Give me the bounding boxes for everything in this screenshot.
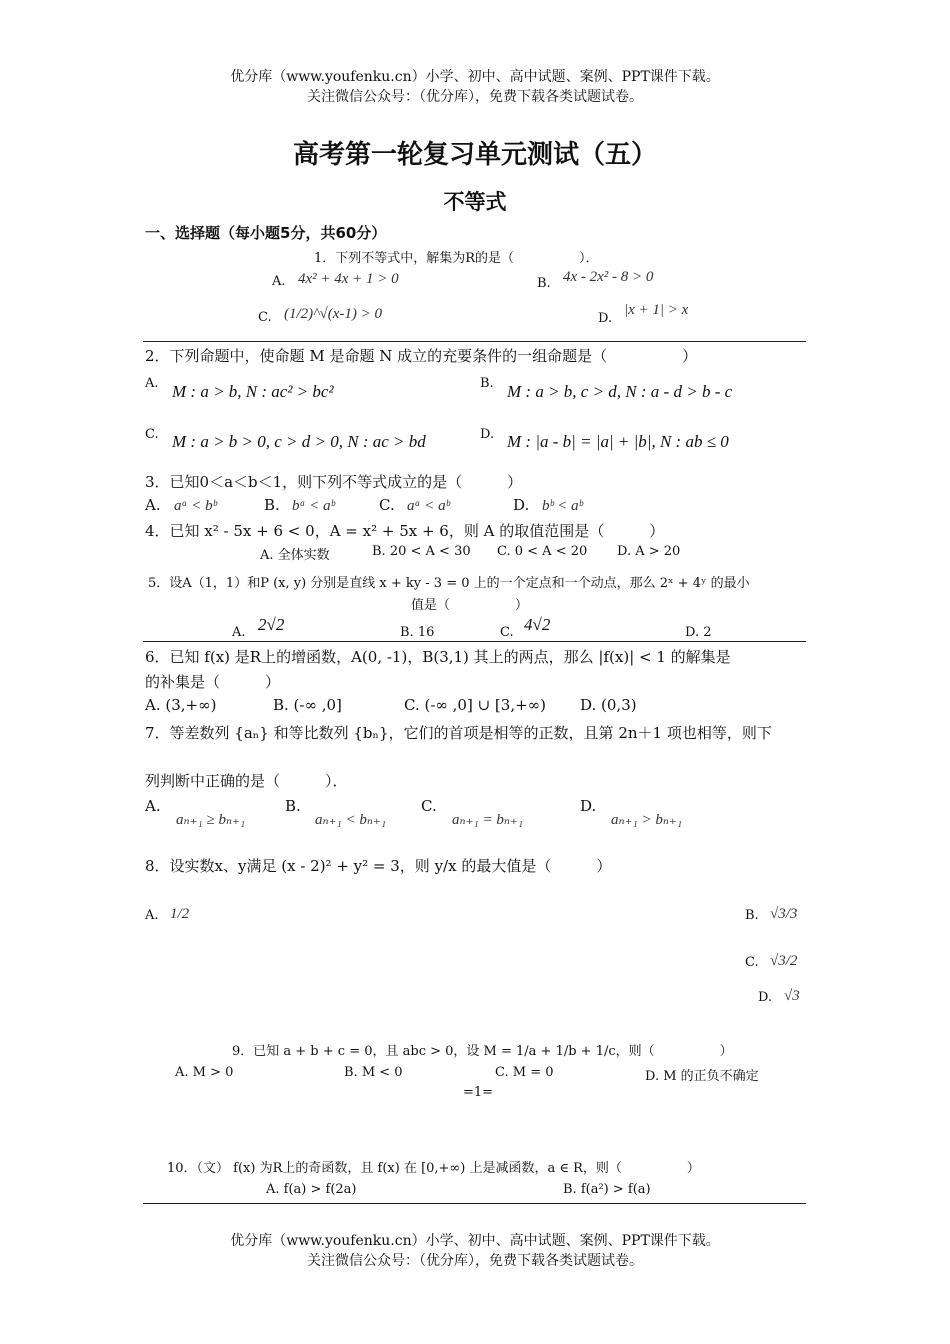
- q1-option-d: |x + 1| > x: [624, 302, 689, 318]
- q9-option-b: B. M < 0: [344, 1065, 403, 1080]
- q8-option-a-label: A.: [145, 908, 159, 923]
- q3-stem: 3．已知0＜a＜b＜1，则下列不等式成立的是（ ）: [145, 473, 523, 491]
- q8-stem: 8．设实数x、y满足 (x - 2)² + y² = 3，则 y/x 的最大值是（ ）: [145, 857, 612, 875]
- q5-option-b: B. 16: [400, 625, 435, 640]
- page-subtitle: 不等式: [443, 189, 507, 214]
- q5-stem-continued: 值是（ ）: [411, 598, 529, 613]
- q3-option-a: aᵃ < bᵇ: [174, 498, 217, 514]
- q2-stem: 2．下列命题中，使命题 M 是命题 N 成立的充要条件的一组命题是（ ）: [145, 347, 698, 365]
- divider-line: [143, 1203, 806, 1204]
- q8-option-d: √3: [784, 988, 800, 1004]
- q6-option-a: A. (3,+∞): [145, 696, 217, 714]
- q3-option-d-label: D.: [513, 496, 530, 514]
- q8-option-c: √3/2: [770, 953, 798, 969]
- q4-stem: 4．已知 x² - 5x + 6 < 0，A = x² + 5x + 6，则 A 的取值范围是（ ）: [145, 522, 665, 540]
- q1-option-b: 4x - 2x² - 8 > 0: [563, 269, 654, 285]
- q1-option-a-label: A.: [272, 274, 286, 289]
- page-number: =1=: [463, 1085, 494, 1100]
- q2-option-b: M : a > b, c > d, N : a - d > b - c: [507, 382, 733, 401]
- q8-option-b-label: B.: [745, 908, 759, 923]
- page-title: 高考第一轮复习单元测试（五）: [292, 140, 657, 170]
- q2-option-b-label: B.: [480, 376, 494, 391]
- q1-stem: 1．下列不等式中，解集为R的是（ ）．: [314, 251, 599, 266]
- q7-option-a: aₙ₊₁ ≥ bₙ₊₁: [176, 812, 246, 828]
- q9-option-d: D. M 的正负不确定: [645, 1069, 759, 1084]
- divider-line: [143, 641, 806, 642]
- q1-option-c-label: C.: [258, 310, 272, 325]
- q7-option-c: aₙ₊₁ = bₙ₊₁: [452, 812, 524, 828]
- q7-option-d-label: D.: [580, 797, 597, 815]
- q3-option-b: bᵃ < aᵇ: [292, 498, 335, 514]
- q3-option-c: aᵃ < aᵇ: [407, 498, 450, 514]
- q3-option-a-label: A.: [145, 496, 161, 514]
- q8-option-b: √3/3: [770, 906, 798, 922]
- q8-option-c-label: C.: [745, 955, 759, 970]
- q2-option-d: M : |a - b| = |a| + |b|, N : ab ≤ 0: [507, 432, 729, 451]
- q1-option-a: 4x² + 4x + 1 > 0: [298, 271, 399, 287]
- q6-stem: 6．已知 f(x) 是R上的增函数，A(0, -1)，B(3,1) 其上的两点，那么 |f(x)| < 1 的解集是: [145, 648, 731, 666]
- q5-option-a-label: A.: [232, 625, 246, 640]
- q10-option-a: A. f(a) > f(2a): [266, 1182, 357, 1197]
- q3-option-c-label: C.: [379, 496, 395, 514]
- q5-option-c-label: C.: [500, 625, 514, 640]
- q7-option-c-label: C.: [421, 797, 437, 815]
- q7-stem-continued: 列判断中正确的是（ ）．: [145, 772, 348, 790]
- q4-option-b: B. 20 < A < 30: [372, 544, 471, 559]
- q2-option-a-label: A.: [145, 376, 159, 391]
- footer-line-1: 优分库（www.youfenku.cn）小学、初中、高中试题、案例、PPT课件下载。: [230, 1233, 720, 1249]
- q4-option-a: A. 全体实数: [260, 548, 330, 563]
- q7-option-a-label: A.: [145, 797, 161, 815]
- q2-option-c: M : a > b > 0, c > d > 0, N : ac > bd: [172, 432, 426, 451]
- section-heading: 一、选择题（每小题5分，共60分）: [145, 224, 387, 242]
- header-line-1: 优分库（www.youfenku.cn）小学、初中、高中试题、案例、PPT课件下载。: [230, 69, 720, 85]
- q7-option-b: aₙ₊₁ < bₙ₊₁: [315, 812, 387, 828]
- q10-option-b: B. f(a²) > f(a): [563, 1182, 651, 1197]
- q5-option-a: 2√2: [258, 615, 285, 634]
- q1-option-c: (1/2)^√(x-1) > 0: [284, 306, 382, 322]
- q2-option-c-label: C.: [145, 427, 159, 442]
- q3-option-d: bᵇ < aᵇ: [542, 498, 583, 514]
- q2-option-d-label: D.: [480, 427, 495, 442]
- q5-option-c: 4√2: [524, 615, 551, 634]
- q10-stem: 10．（文） f(x) 为R上的奇函数，且 f(x) 在 [0,+∞) 上是减函数，a ∈ R，则（ ）: [167, 1161, 700, 1176]
- header-line-2: 关注微信公众号：（优分库），免费下载各类试题试卷。: [307, 89, 643, 105]
- q7-option-b-label: B.: [285, 797, 301, 815]
- q8-option-d-label: D.: [758, 990, 773, 1005]
- q7-option-d: aₙ₊₁ > bₙ₊₁: [611, 812, 683, 828]
- q4-option-d: D. A > 20: [617, 544, 681, 559]
- q1-option-b-label: B.: [537, 276, 551, 291]
- q6-option-d: D. (0,3): [580, 696, 637, 714]
- q9-option-a: A. M > 0: [175, 1065, 234, 1080]
- q7-stem: 7．等差数列 {aₙ} 和等比数列 {bₙ}，它们的首项是相等的正数，且第 2n＋1 项也相等，则下: [145, 724, 772, 742]
- q6-stem-continued: 的补集是（ ）: [145, 673, 281, 691]
- q1-option-d-label: D.: [598, 311, 613, 326]
- q5-stem: 5．设A（1，1）和P (x, y) 分别是直线 x + ky - 3 = 0 上的一个定点和一个动点，那么 2ˣ + 4ʸ 的最小: [148, 576, 750, 591]
- q3-option-b-label: B.: [264, 496, 280, 514]
- q6-option-c: C. (-∞ ,0] ∪ [3,+∞): [404, 696, 547, 714]
- q2-option-a: M : a > b, N : ac² > bc²: [172, 382, 334, 401]
- divider-line: [143, 341, 806, 342]
- q9-option-c: C. M = 0: [495, 1065, 554, 1080]
- q6-option-b: B. (-∞ ,0]: [273, 696, 342, 714]
- q8-option-a: 1/2: [170, 906, 190, 922]
- q4-option-c: C. 0 < A < 20: [497, 544, 588, 559]
- q9-stem: 9．已知 a + b + c = 0，且 abc > 0，设 M = 1/a + 1/b + 1/c，则（ ）: [232, 1044, 733, 1059]
- footer-line-2: 关注微信公众号：（优分库），免费下载各类试题试卷。: [307, 1253, 643, 1269]
- q5-option-d: D. 2: [685, 625, 712, 640]
